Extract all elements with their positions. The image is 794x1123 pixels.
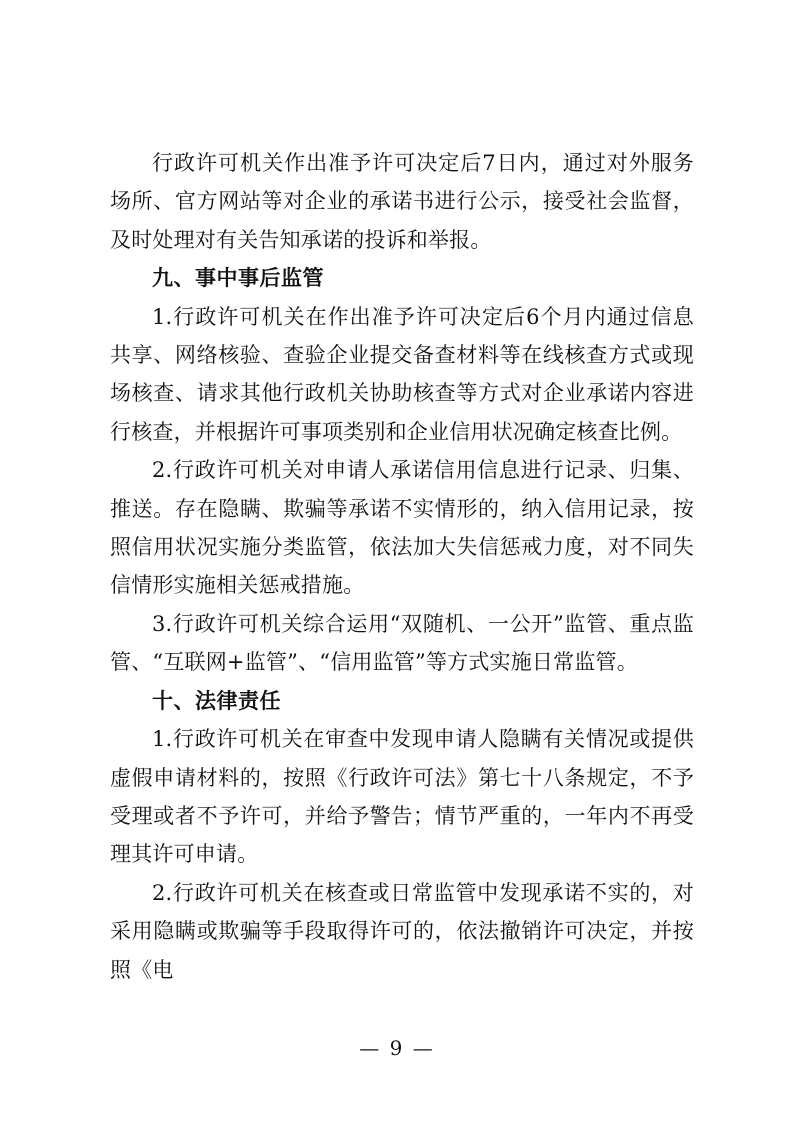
page-number: — 9 — — [359, 1036, 435, 1060]
paragraph-publicity: 行政许可机关作出准予许可决定后7日内，通过对外服务场所、官方网站等对企业的承诺书进行公示，接受社会监督，及时处理对有关告知承诺的投诉和举报。 — [110, 151, 694, 252]
paragraph-verification: 1.行政许可机关在作出准予许可决定后6个月内通过信息共享、网络核验、查验企业提交备查材料等在线核查方式或现场核查、请求其他行政机关协助核查等方式对企业承诺内容进行核查，并根据许可事项类别和企业信用状况确定核查比例。 — [110, 304, 694, 444]
paragraph-revocation: 2.行政许可机关在核查或日常监管中发现承诺不实的，对采用隐瞒或欺骗等手段取得许可的，依法撤销许可决定，并按照《电 — [110, 880, 694, 982]
paragraph-credit-records: 2.行政许可机关对申请人承诺信用信息进行记录、归集、推送。存在隐瞒、欺骗等承诺不实情形的，纳入信用记录，按照信用状况实施分类监管，依法加大失信惩戒力度，对不同失信情形实施相关惩戒措施。 — [110, 458, 694, 598]
paragraph-daily-supervision: 3.行政许可机关综合运用“双随机、一公开”监管、重点监管、“互联网+监管”、“信用监管”等方式实施日常监管。 — [110, 611, 694, 675]
section-heading-supervision: 九、事中事后监管 — [152, 266, 324, 291]
body-text — [110, 144, 694, 989]
paragraph-false-materials: 1.行政许可机关在审查中发现申请人隐瞒有关情况或提供虚假申请材料的，按照《行政许可法》第七十八条规定，不予受理或者不予许可，并给予警告；情节严重的，一年内不再受理其许可申请。 — [110, 727, 694, 867]
section-heading-legal-liability: 十、法律责任 — [152, 688, 281, 713]
